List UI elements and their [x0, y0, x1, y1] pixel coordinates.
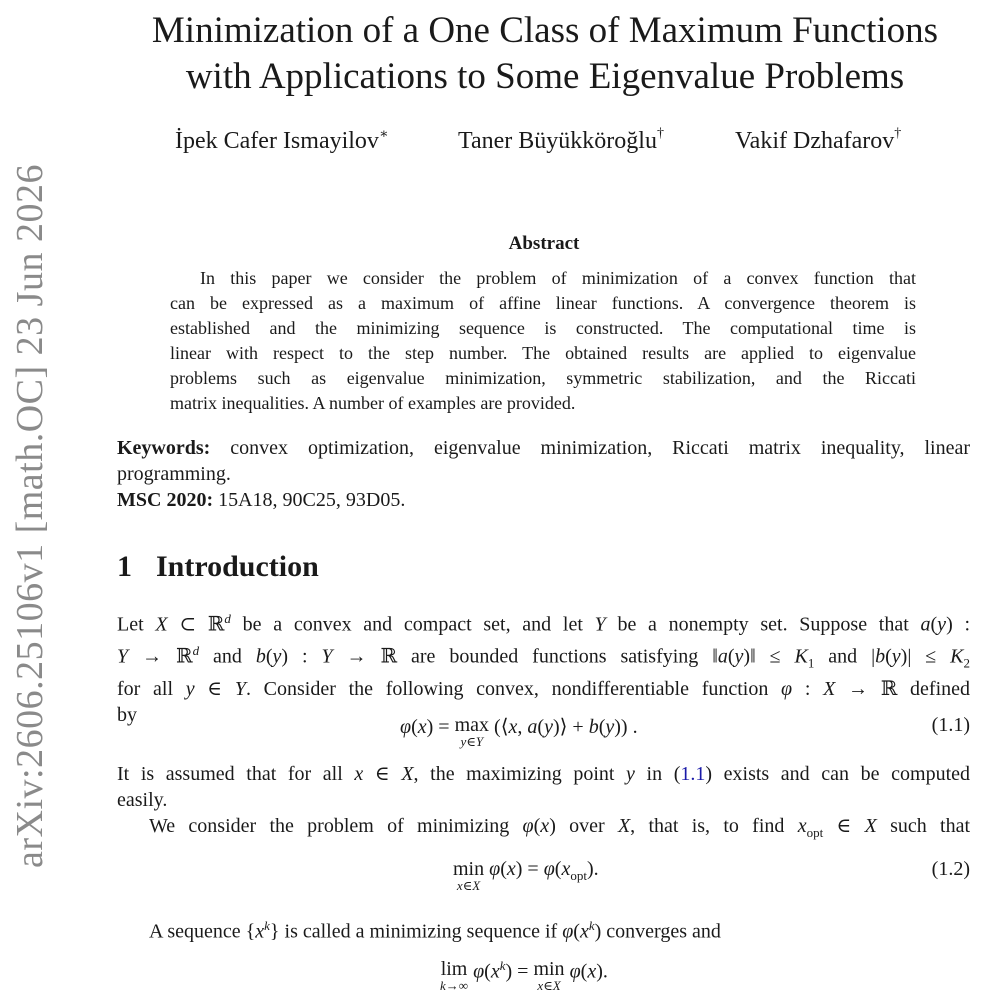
body-line: by — [117, 704, 137, 727]
title-line-1: Minimization of a One Class of Maximum Functions — [151, 10, 939, 51]
keywords-label: Keywords: — [117, 437, 211, 459]
section-heading — [117, 550, 319, 584]
author-list — [0, 128, 985, 158]
body-line: Y → ℝ$^d$ and b(y) : Y → ℝ are bounded functions satisfying ‖a(y)‖ ≤ $K_1$ and $|b(y)| \le K_2$ — [117, 642, 971, 671]
equation-1-1-body: φ(x) = max y∈Y (⟨x, a(y)⟩ + b(y)) . — [400, 714, 638, 749]
abstract-body — [170, 266, 916, 416]
author-1-affiliation-mark: ∗ — [378, 127, 389, 142]
body-line: We consider the problem of minimizing φ(x) over X, that is, to find $x_{opt}$ ∈ X such that — [149, 815, 971, 840]
max-operator: max y∈Y — [454, 714, 490, 749]
author-2-affiliation-mark: † — [656, 126, 664, 141]
abstract-line: problems such as eigenvalue minimization, symmetric stabilization, and the Riccati — [170, 368, 916, 388]
author-3-affiliation-mark: † — [894, 126, 902, 141]
body-line: It is assumed that for all x ∈ X, the maximizing point y in (1.1) exists and can be computed — [117, 763, 971, 785]
author-1: İpek Cafer Ismayilov∗ — [175, 127, 389, 154]
keywords-text-1: convex optimization, eigenvalue minimization, Riccati matrix inequality, linear — [230, 437, 970, 459]
abstract-line: established and the minimizing sequence is constructed. The computational time is — [170, 318, 916, 338]
keywords-text-2: programming. — [117, 463, 231, 485]
abstract-line: can be expressed as a maximum of affine linear functions. A convergence theorem is — [170, 293, 916, 313]
msc-line — [117, 487, 970, 513]
author-2: Taner Büyükköroğlu† — [458, 126, 664, 154]
keywords-block — [117, 435, 970, 513]
body-line: for all y ∈ Y. Consider the following convex, nondifferentiable function φ : X → ℝ defined — [117, 678, 971, 701]
lim-operator: lim k→∞ — [440, 958, 469, 993]
keywords-line-1 — [117, 435, 970, 461]
min-operator: min x∈X — [453, 858, 485, 893]
body-line: A sequence $\{x^k\}$ is called a minimizing sequence if $\varphi(x^k)$ converges and — [149, 918, 721, 943]
section-number: 1 — [117, 550, 132, 583]
body-line: easily. — [117, 789, 168, 811]
equation-1-1-number: (1.1) — [931, 714, 970, 736]
section-title: Introduction — [156, 550, 319, 583]
abstract-line: matrix inequalities. A number of examples are provided. — [170, 393, 576, 413]
min-operator: min x∈X — [533, 958, 565, 993]
intro-paragraph-1 — [117, 606, 970, 728]
abstract-heading: Abstract — [508, 233, 580, 254]
equation-1-2 — [117, 858, 970, 898]
equation-1-2-number: (1.2) — [931, 858, 970, 880]
abstract-line: In this paper we consider the problem of minimization of a convex function that — [200, 268, 916, 288]
msc-codes: 15A18, 90C25, 93D05. — [218, 489, 406, 511]
title-line-2: with Applications to Some Eigenvalue Problems — [185, 56, 905, 97]
intro-paragraph-3 — [117, 913, 970, 945]
paper-title — [100, 8, 985, 100]
abstract-line: linear with respect to the step number. The obtained results are applied to eigenvalue — [170, 343, 916, 363]
arxiv-identifier-stamp: arXiv:2606.25106v1 [math.OC] 23 Jun 2026 — [9, 164, 51, 868]
msc-label: MSC 2020: — [117, 489, 214, 511]
equation-limit — [117, 958, 970, 998]
body-line: Let X ⊂ ℝ$^d$ be a convex and compact set, and let Y be a nonempty set. Suppose that a(y) : — [117, 611, 970, 636]
author-3: Vakif Dzhafarov† — [735, 126, 902, 154]
equation-reference-link[interactable]: 1.1 — [680, 763, 706, 785]
equation-limit-body: lim k→∞ $\varphi(x^k) = \min$ x∈X φ(x). — [440, 958, 608, 993]
equation-1-1 — [117, 714, 970, 754]
intro-paragraph-2 — [117, 761, 970, 846]
equation-1-2-body: min x∈X $\varphi(x) = \varphi(x_{opt})$. — [453, 858, 599, 893]
